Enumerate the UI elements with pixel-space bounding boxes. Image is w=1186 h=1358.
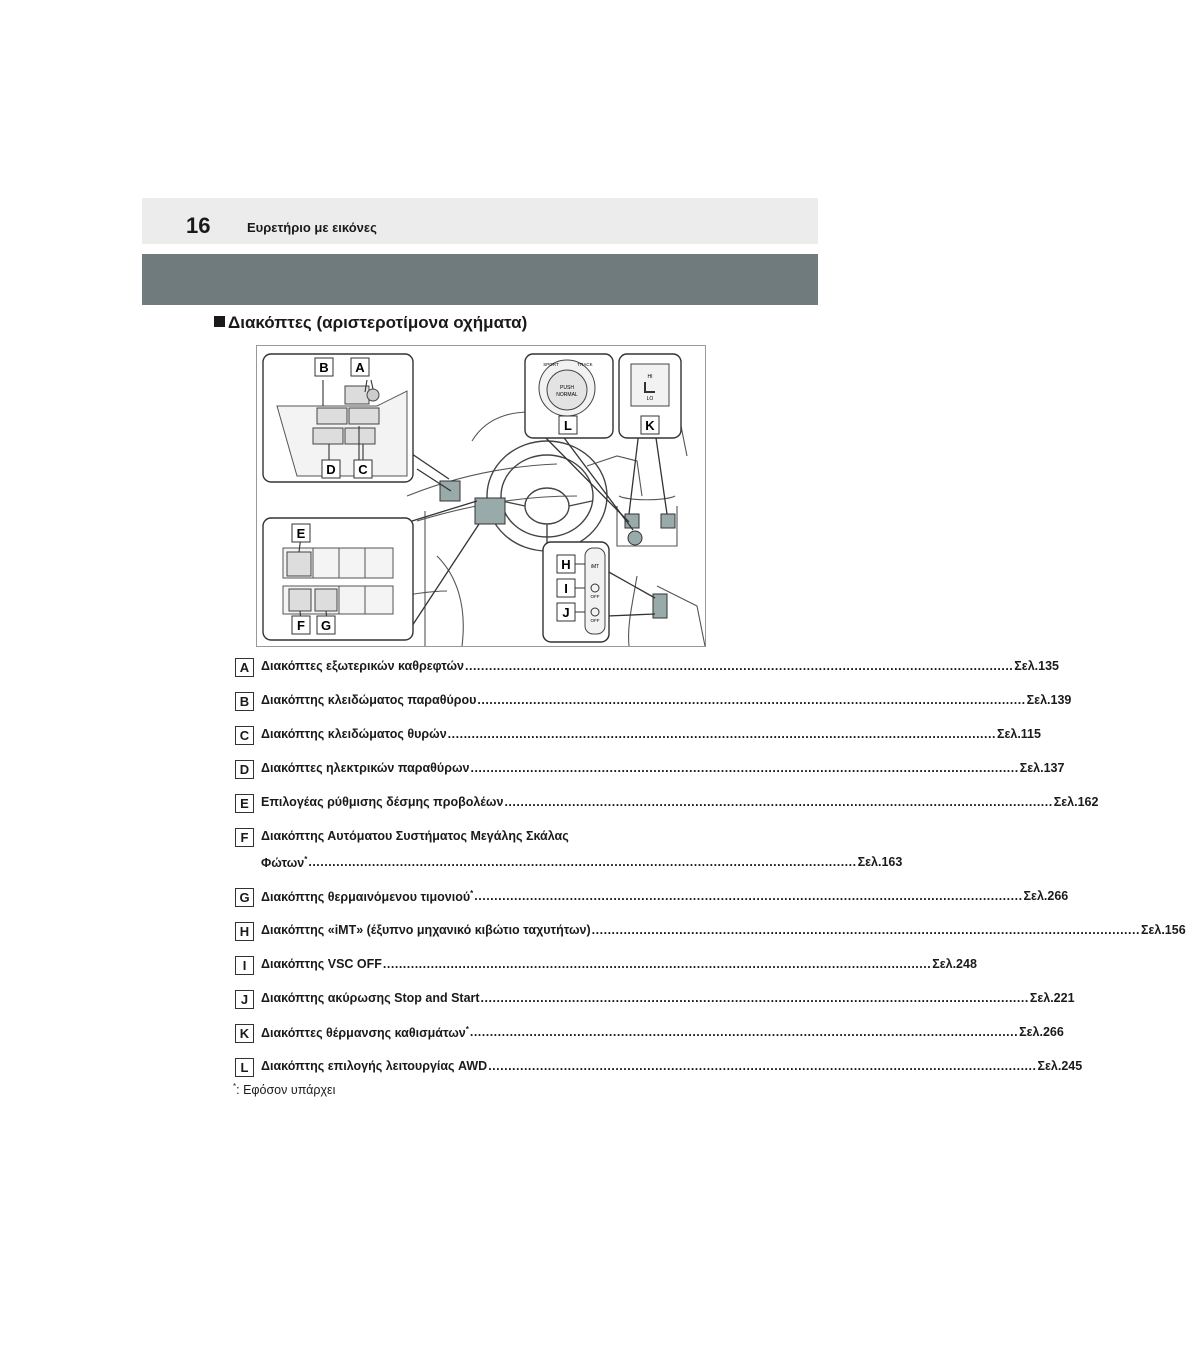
item-text: Διακόπτες εξωτερικών καθρεφτών (261, 659, 465, 673)
list-item-a: A Διακόπτες εξωτερικών καθρεφτών .......................................................................................................................................... Σελ.135 (235, 658, 720, 680)
page-reference-link[interactable]: Σελ.245 (1037, 1059, 1083, 1073)
list-item-e: E Επιλογέας ρύθμισης δέσμης προβολέων .......................................................................................................................................... Σελ.162 (235, 794, 720, 816)
item-text: Φώτων* (261, 855, 308, 871)
item-letter: D (235, 760, 254, 779)
page-reference-link[interactable]: Σελ.115 (996, 727, 1041, 741)
item-text: Διακόπτες ηλεκτρικών παραθύρων (261, 761, 470, 775)
page-reference-link[interactable]: Σελ.221 (1029, 991, 1075, 1005)
callout-K: K (645, 418, 655, 433)
section-band (142, 254, 818, 305)
item-text: Διακόπτης επιλογής λειτουργίας AWD (261, 1059, 488, 1073)
list-item-j: J Διακόπτης ακύρωσης Stop and Start .......................................................................................................................................... Σελ.221 (235, 990, 720, 1012)
dashboard-drawing (257, 346, 705, 646)
item-letter: H (235, 922, 254, 941)
page-reference-link[interactable]: Σελ.162 (1053, 795, 1099, 809)
page-reference-link[interactable]: Σελ.135 (1014, 659, 1059, 673)
svg-text:OFF: OFF (590, 594, 600, 599)
inset-door-switches (263, 354, 413, 482)
item-text: Επιλογέας ρύθμισης δέσμης προβολέων (261, 795, 504, 809)
item-letter: I (235, 956, 254, 975)
switches-illustration (256, 345, 706, 647)
item-text: Διακόπτης VSC OFF (261, 957, 382, 971)
item-letter: L (235, 1058, 254, 1077)
item-text: Διακόπτες θέρμανσης καθισμάτων* (261, 1025, 469, 1041)
callout-B: B (319, 360, 329, 375)
footnote (233, 1082, 335, 1097)
list-item-c: C Διακόπτης κλειδώματος θυρών .......................................................................................................................................... Σελ.115 (235, 726, 720, 748)
inset-awd-dial (525, 354, 613, 438)
item-text: Διακόπτης κλειδώματος παραθύρου (261, 693, 477, 707)
callout-E: E (296, 526, 306, 541)
callout-F: F (297, 618, 305, 633)
page-number: 16 (186, 213, 211, 238)
list-item-k: K Διακόπτες θέρμανσης καθισμάτων* .......................................................................................................................................... Σελ.266 (235, 1024, 720, 1046)
item-letter: C (235, 726, 254, 745)
square-bullet-icon (214, 316, 225, 327)
item-text: Διακόπτης «iMT» (έξυπνο μηχανικό κιβώτιο ταχυτήτων) (261, 923, 591, 937)
page-reference-link[interactable]: Σελ.139 (1026, 693, 1072, 707)
svg-text:iMT: iMT (590, 564, 600, 570)
section-title (214, 313, 527, 333)
callout-I: I (564, 581, 568, 596)
chapter-title: Ευρετήριο με εικόνες (247, 220, 377, 235)
page-reference-link[interactable]: Σελ.266 (1019, 1025, 1064, 1039)
list-item-g: G Διακόπτης θερμαινόμενου τιμονιού* .......................................................................................................................................... Σελ.266 (235, 888, 720, 910)
svg-text:PUSH: PUSH (560, 385, 574, 391)
header-bar (142, 198, 818, 244)
inset-imt-panel (543, 542, 609, 642)
item-letter: K (235, 1024, 254, 1043)
item-letter: F (235, 828, 254, 847)
item-letter: E (235, 794, 254, 813)
svg-text:OFF: OFF (590, 618, 600, 623)
page-reference-link[interactable]: Σελ.248 (932, 957, 977, 971)
inset-seat-heater (619, 354, 681, 438)
list-item-f: F Διακόπτης Αυτόματου Συστήματος Μεγάλης Σκάλας Φώτων* .......................................................................................................................................... Σελ.163 (235, 828, 720, 878)
list-item-i: I Διακόπτης VSC OFF .......................................................................................................................................... Σελ.248 (235, 956, 720, 978)
callout-A: A (355, 360, 365, 375)
callout-G: G (320, 618, 332, 633)
item-text: Διακόπτης ακύρωσης Stop and Start (261, 991, 480, 1005)
list-item-h: H Διακόπτης «iMT» (έξυπνο μηχανικό κιβώτιο ταχυτήτων) .......................................................................................................................................... Σελ.156 (235, 922, 720, 944)
svg-text:NORMAL: NORMAL (556, 392, 578, 398)
item-text: Διακόπτης κλειδώματος θυρών (261, 727, 447, 741)
callout-L: L (564, 418, 572, 433)
section-title-text: Διακόπτες (αριστεροτίμονα οχήματα) (228, 313, 528, 332)
page-reference-link[interactable]: Σελ.156 (1140, 923, 1186, 937)
list-item-b: B Διακόπτης κλειδώματος παραθύρου .......................................................................................................................................... Σελ.139 (235, 692, 720, 714)
callout-D: D (326, 462, 336, 477)
item-letter: J (235, 990, 254, 1009)
svg-text:TRACK: TRACK (577, 362, 593, 367)
svg-text:SPORT: SPORT (543, 362, 559, 367)
list-item-d: D Διακόπτες ηλεκτρικών παραθύρων .......................................................................................................................................... Σελ.137 (235, 760, 720, 782)
item-text: Διακόπτης θερμαινόμενου τιμονιού* (261, 889, 474, 905)
footnote-marker: * (233, 1082, 237, 1091)
inset-lower-panel (263, 518, 413, 640)
callout-J: J (562, 605, 570, 620)
item-letter: B (235, 692, 254, 711)
page-reference-link[interactable]: Σελ.137 (1019, 761, 1065, 775)
svg-text:HI: HI (647, 374, 653, 380)
list-item-l: L Διακόπτης επιλογής λειτουργίας AWD .......................................................................................................................................... Σελ.245 (235, 1058, 720, 1080)
callout-C: C (358, 462, 368, 477)
svg-text:LO: LO (646, 396, 654, 402)
item-letter: G (235, 888, 254, 907)
steering-wheel (487, 441, 607, 551)
item-letter: A (235, 658, 254, 677)
footnote-text: : Εφόσον υπάρχει (236, 1083, 336, 1098)
page-reference-link[interactable]: Σελ.163 (857, 855, 903, 869)
callout-H: H (561, 557, 571, 572)
page-reference-link[interactable]: Σελ.266 (1023, 889, 1069, 903)
item-text-line1: Διακόπτης Αυτόματου Συστήματος Μεγάλης Σκάλας (261, 829, 569, 843)
